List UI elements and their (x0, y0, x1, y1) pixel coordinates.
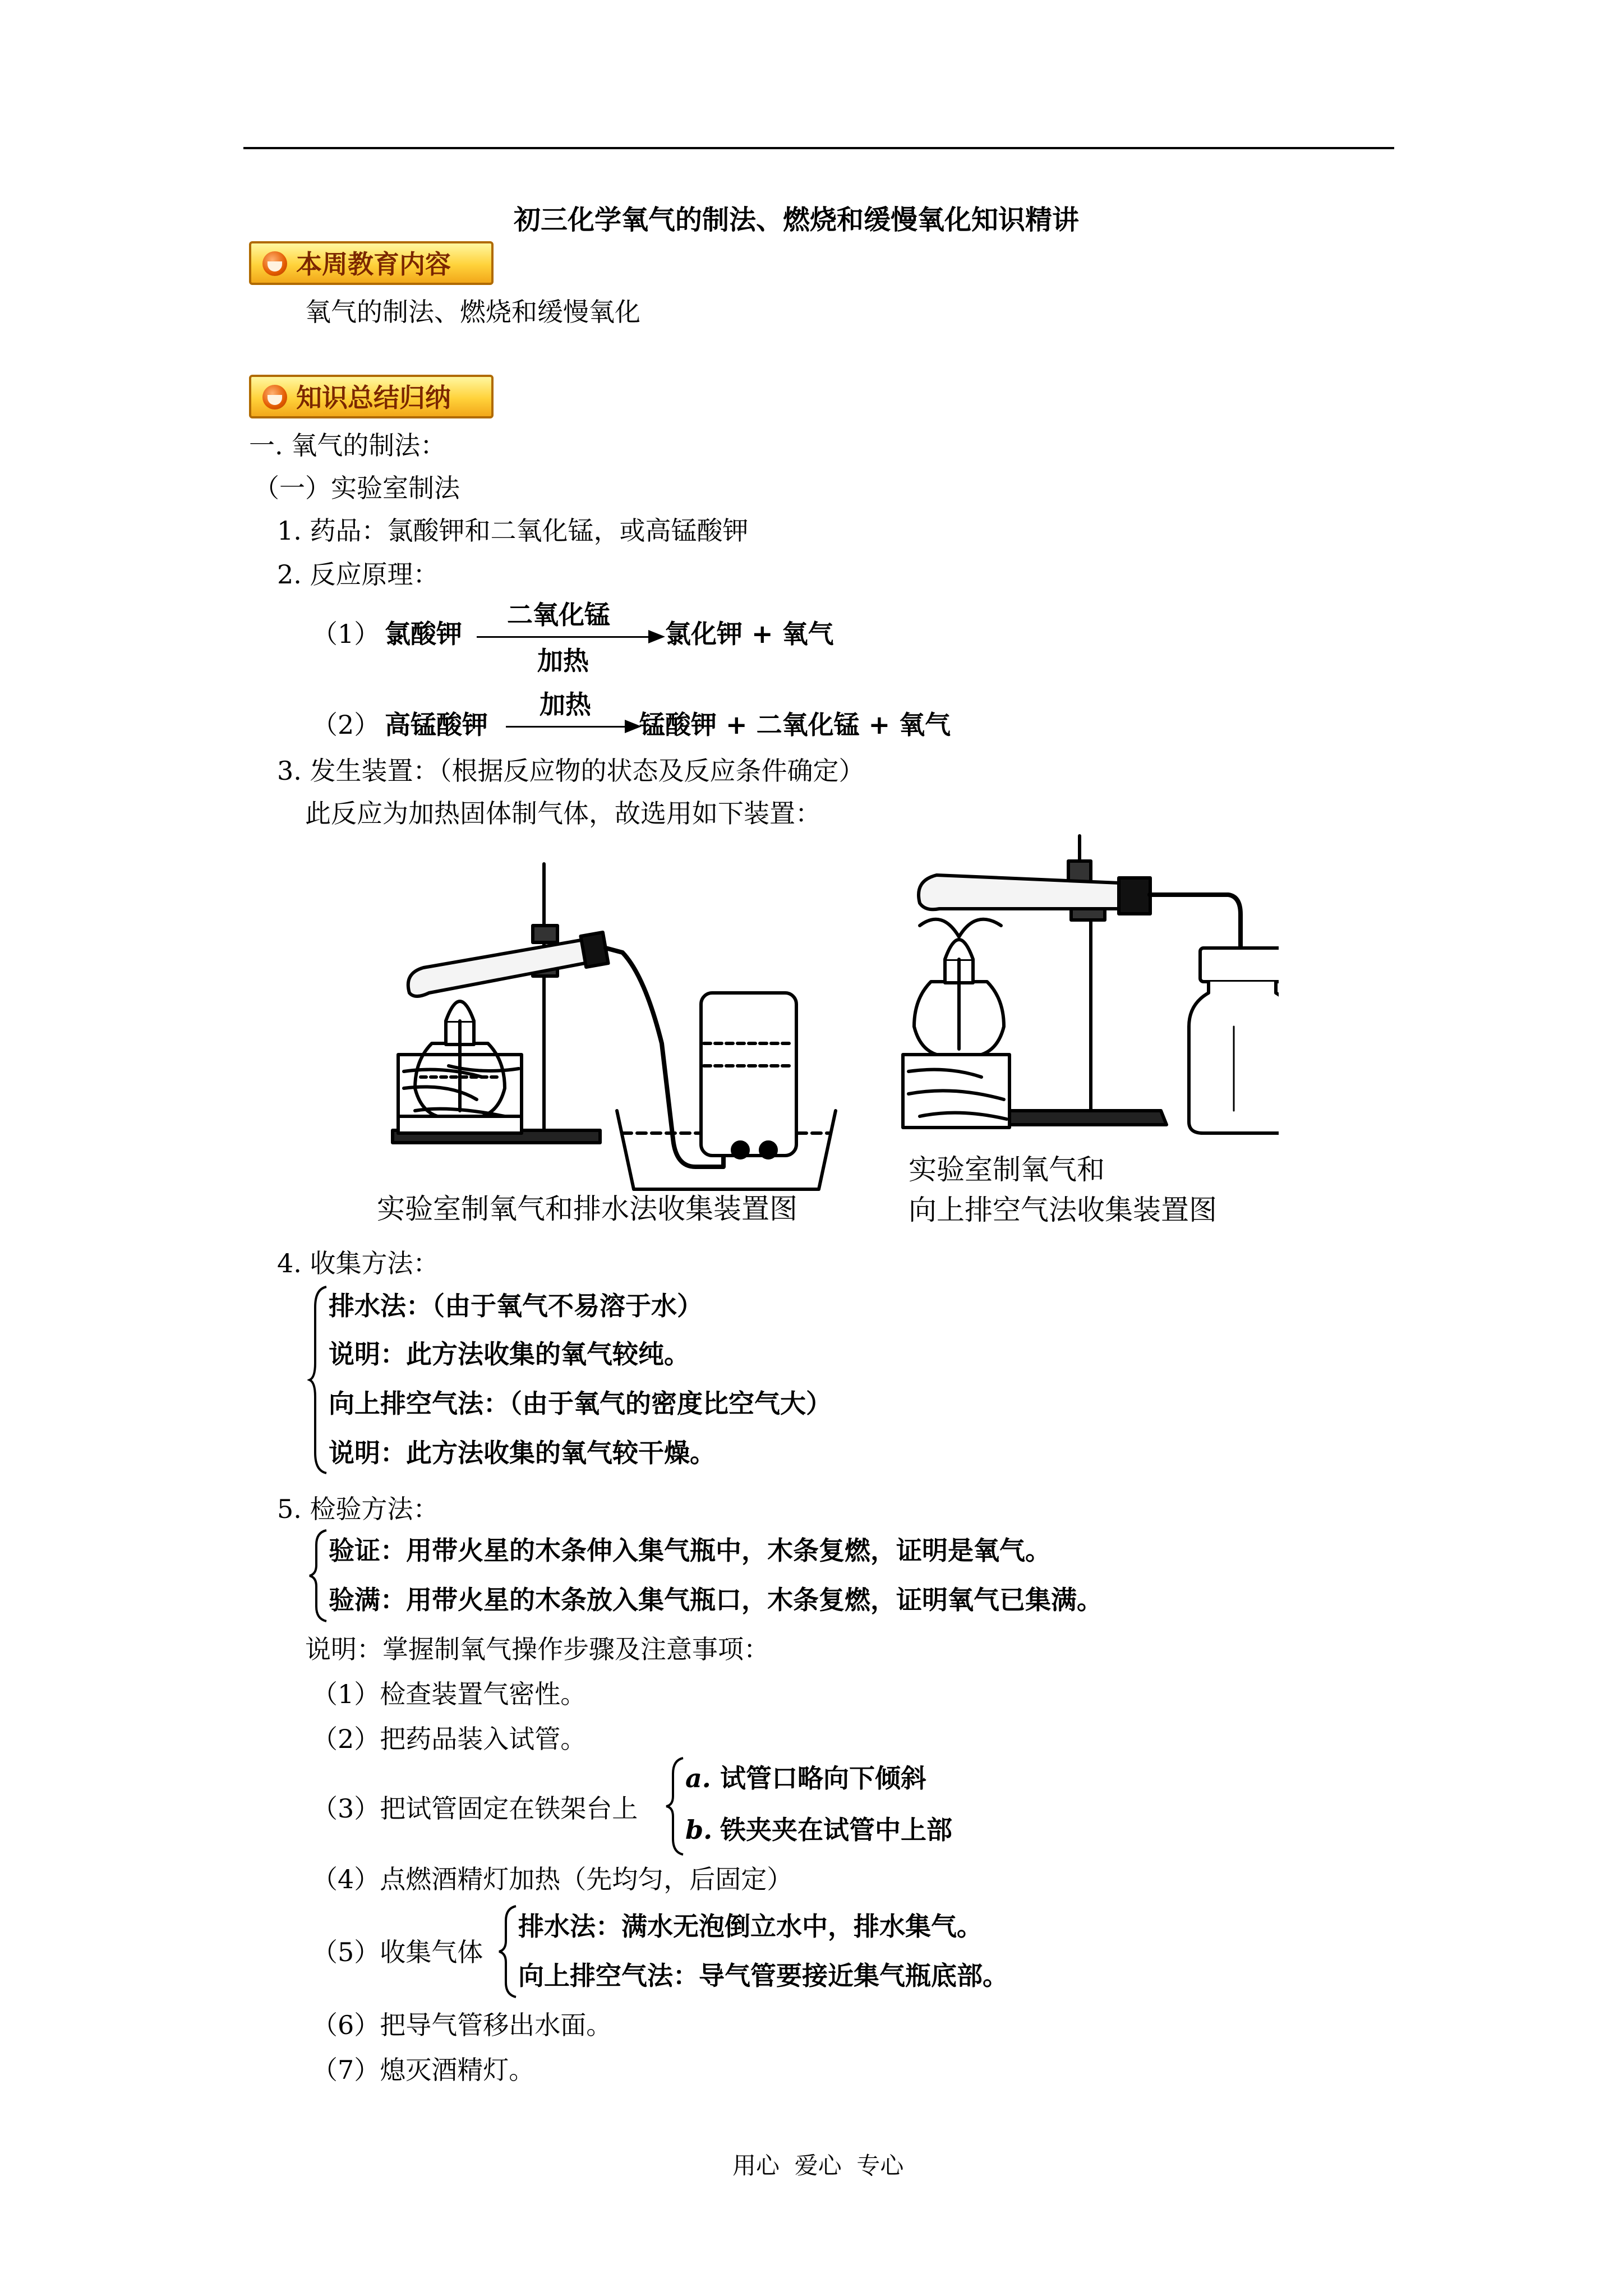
collect-line-3: 向上排空气法：（由于氧气的密度比空气大） (329, 1388, 832, 1419)
step5-b: 向上排空气法：导气管要接近集气瓶底部。 (518, 1961, 1008, 1991)
section-heading: 一. 氧气的制法： (249, 430, 446, 461)
eq1-number: （1） (312, 619, 380, 649)
step3-brace (664, 1756, 686, 1857)
item-3: 3. 发生装置：（根据反应物的状态及反应条件确定） (277, 756, 865, 786)
step-5: （5）收集气体 (312, 1937, 483, 1967)
collect-brace (307, 1285, 330, 1475)
apparatus-upward-air-displacement-figure (897, 830, 1279, 1167)
page-footer: 用心 爱心 专心 (732, 2152, 904, 2179)
eq2-reactant: 高锰酸钾 (385, 710, 488, 740)
figure-right-caption-2: 向上排空气法收集装置图 (909, 1194, 1217, 1226)
eq1-arrow-line (477, 636, 651, 638)
step5-brace (497, 1904, 519, 1999)
apparatus-water-displacement-figure (381, 853, 841, 1245)
badge-bullet-icon (262, 251, 287, 276)
eq1-arrow-head (648, 630, 665, 643)
eq2-arrow-line (506, 726, 627, 728)
step3-b: 铁夹夹在试管中上部 (720, 1815, 952, 1845)
item-5: 5. 检验方法： (277, 1494, 439, 1524)
collect-line-4: 说明：此方法收集的氧气较干燥。 (329, 1438, 716, 1468)
badge-summary (249, 375, 494, 418)
header-rule (243, 147, 1394, 149)
page-title: 初三化学氧气的制法、燃烧和缓慢氧化知识精讲 (514, 204, 1080, 236)
badge-week-content (249, 241, 494, 285)
test-brace (307, 1528, 330, 1623)
step-7: （7）熄灭酒精灯。 (312, 2055, 535, 2085)
item-3-note: 此反应为加热固体制气体，故选用如下装置： (305, 798, 821, 829)
step-3: （3）把试管固定在铁架台上 (312, 1793, 638, 1824)
eq2-number: （2） (312, 710, 380, 740)
subsection-heading: （一）实验室制法 (253, 473, 460, 503)
figure-left-caption: 实验室制氧气和排水法收集装置图 (377, 1193, 797, 1225)
step-4: （4）点燃酒精灯加热（先均匀，后固定） (312, 1864, 793, 1894)
week-topic: 氧气的制法、燃烧和缓慢氧化 (305, 297, 640, 327)
badge-label: 知识总结归纳 (296, 383, 451, 413)
collect-line-2: 说明：此方法收集的氧气较纯。 (329, 1339, 690, 1369)
eq2-products: 锰酸钾 + 二氧化锰 + 氧气 (639, 710, 951, 740)
eq1-condition-above: 二氧化锰 (507, 600, 610, 630)
collect-line-1: 排水法：（由于氧气不易溶于水） (329, 1291, 703, 1321)
step3-a-label: a. (685, 1763, 711, 1793)
eq1-reactant: 氯酸钾 (385, 619, 462, 649)
item-2: 2. 反应原理： (277, 559, 439, 590)
step-2: （2）把药品装入试管。 (312, 1724, 587, 1754)
eq2-condition-above: 加热 (540, 689, 591, 720)
eq1-condition-below: 加热 (537, 646, 589, 676)
test-line-2: 验满：用带火星的木条放入集气瓶口，木条复燃，证明氧气已集满。 (329, 1585, 1103, 1615)
step3-a: 试管口略向下倾斜 (720, 1763, 926, 1793)
badge-bullet-icon (262, 385, 287, 409)
step-1: （1）检查装置气密性。 (312, 1679, 587, 1709)
test-line-1: 验证：用带火星的木条伸入集气瓶中，木条复燃，证明是氧气。 (329, 1535, 1051, 1566)
badge-label: 本周教育内容 (296, 249, 451, 279)
step3-b-label: b. (685, 1815, 713, 1845)
figure-right-caption-1: 实验室制氧气和 (909, 1153, 1105, 1186)
steps-intro: 说明：掌握制氧气操作步骤及注意事项： (305, 1634, 769, 1664)
step-6: （6）把导气管移出水面。 (312, 2010, 612, 2040)
step5-a: 排水法：满水无泡倒立水中，排水集气。 (518, 1911, 983, 1941)
item-4: 4. 收集方法： (277, 1248, 439, 1278)
eq1-products: 氯化钾 + 氧气 (665, 619, 834, 649)
item-1: 1. 药品：氯酸钾和二氧化锰，或高锰酸钾 (277, 516, 749, 546)
